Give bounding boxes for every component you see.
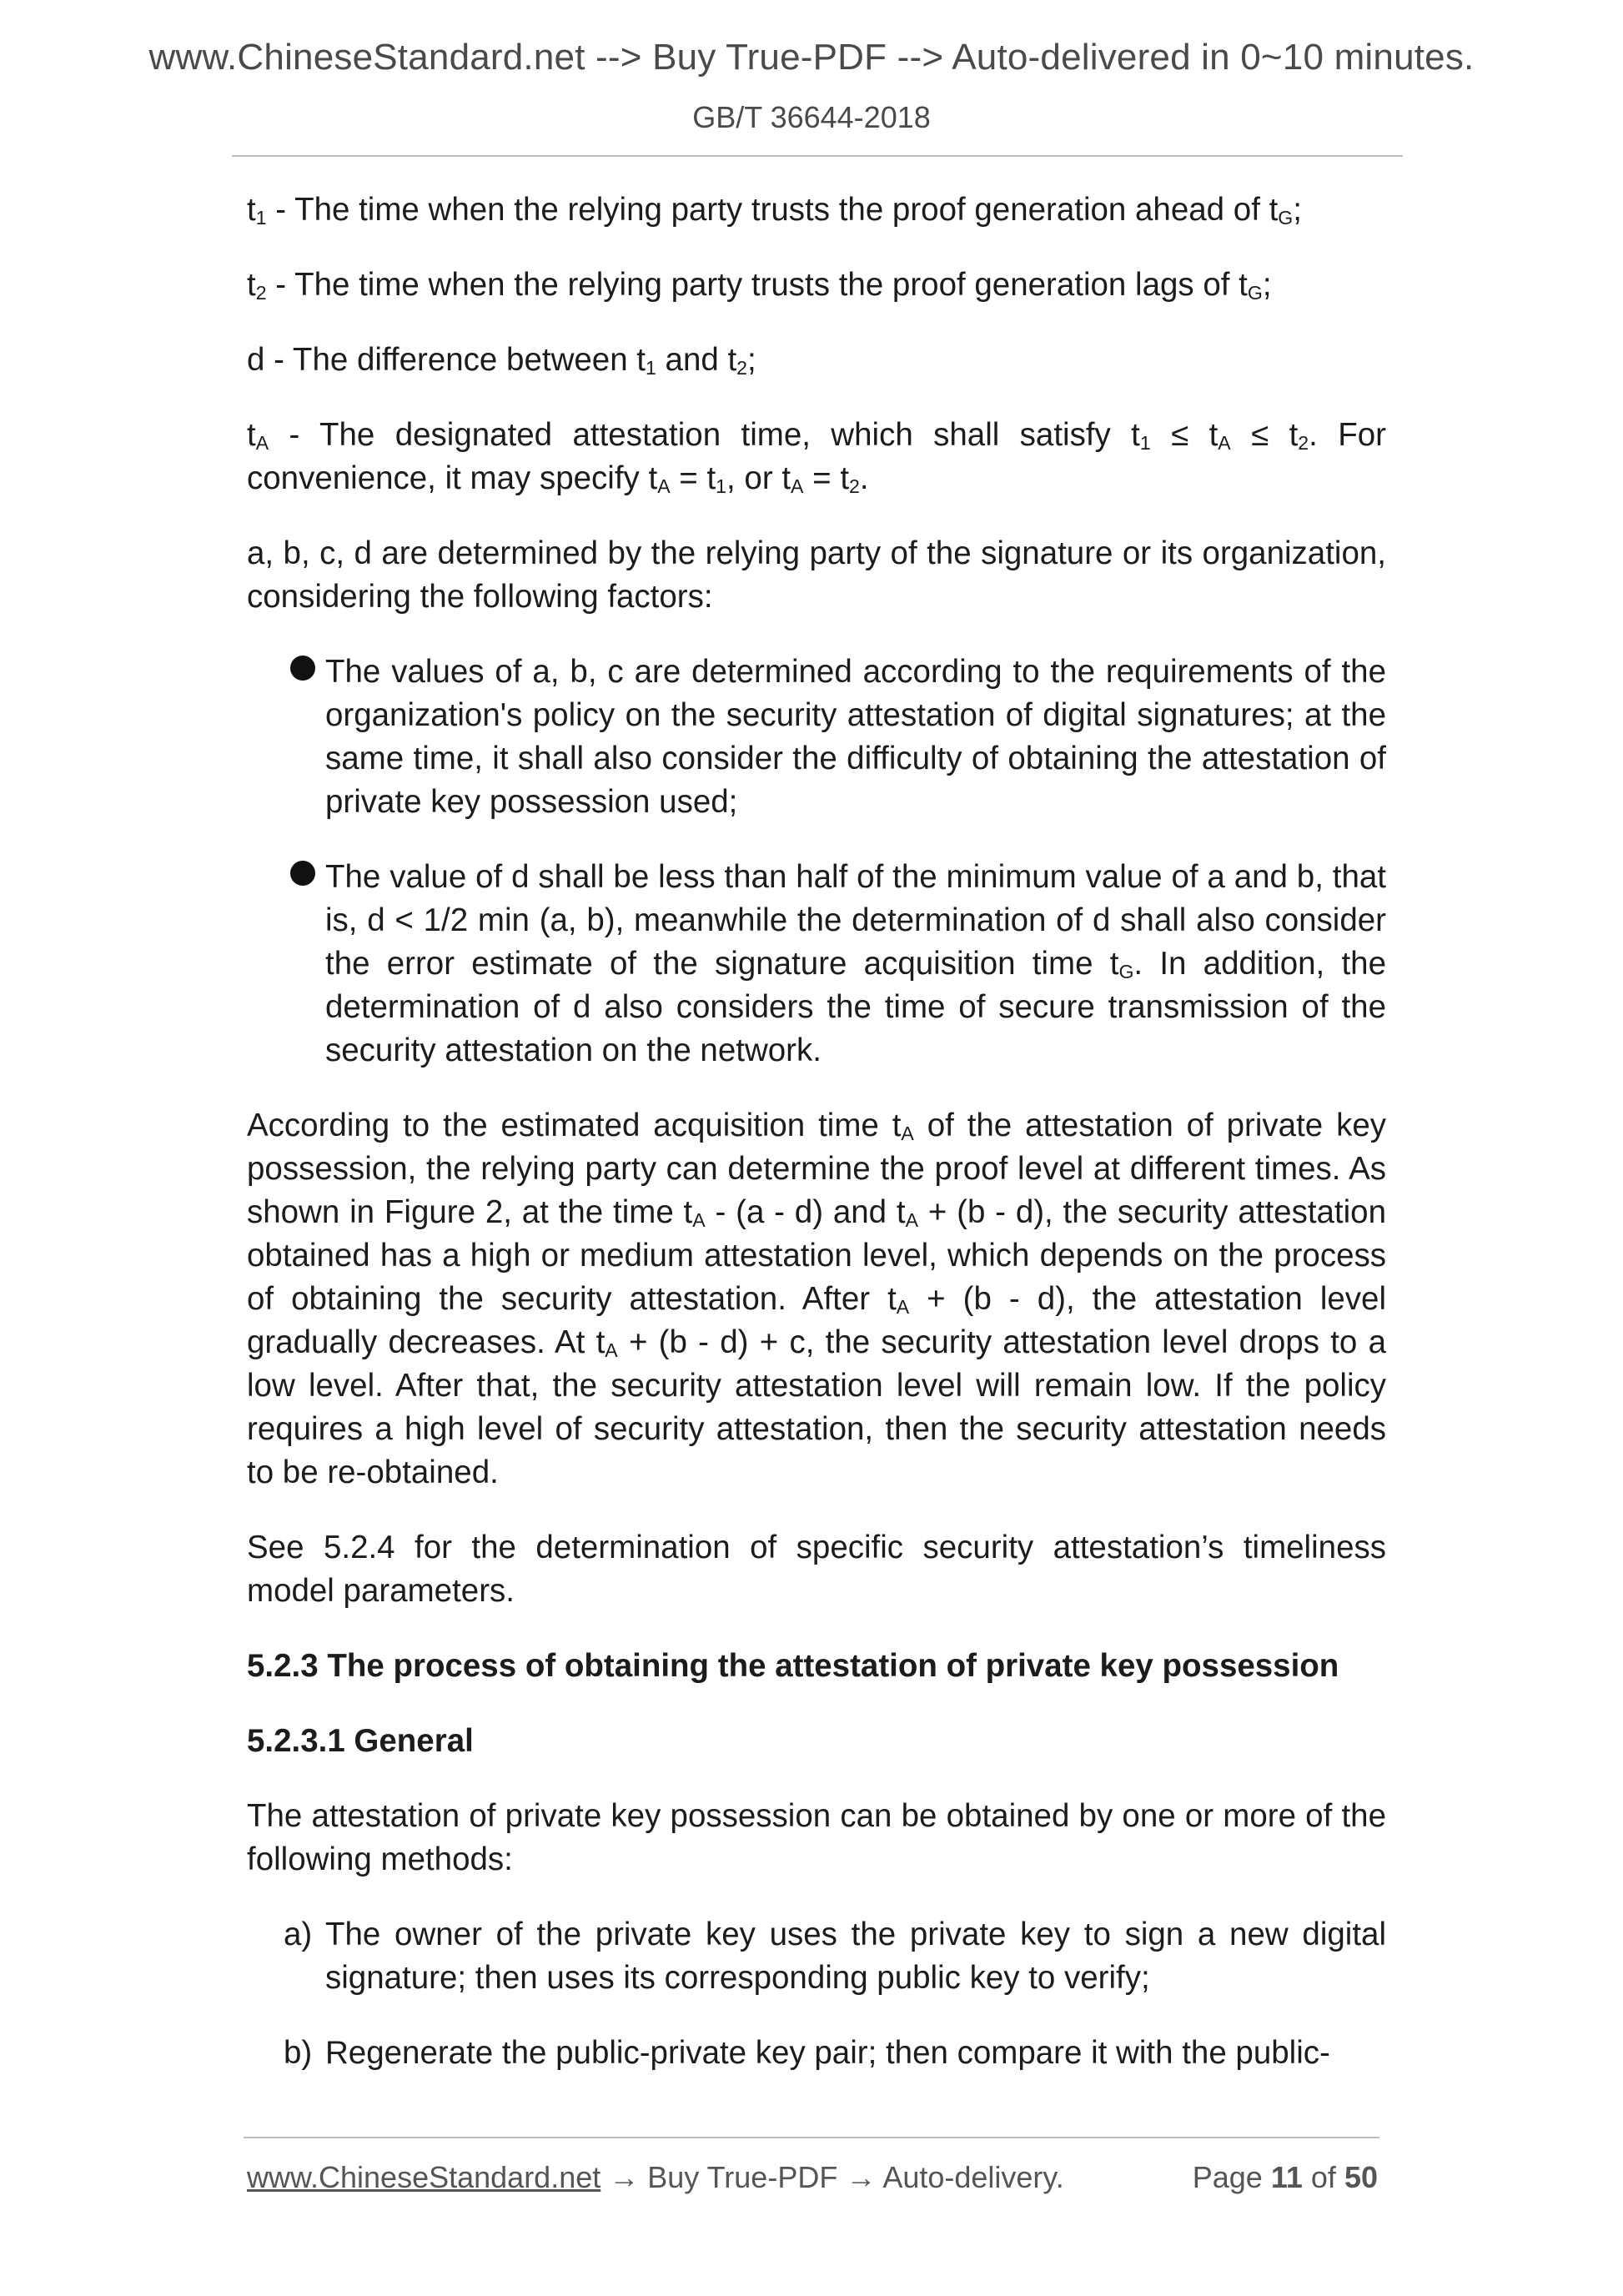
factors-paragraph: a, b, c, d are determined by the relying party of the signature or its organization, considering the following factors:: [247, 535, 1386, 615]
footer-link[interactable]: www.ChineseStandard.net: [247, 2160, 601, 2194]
bullet-item: [247, 856, 1386, 1073]
footer-divider: [244, 2137, 1379, 2138]
page-footer: [247, 2160, 1378, 2202]
footer-promo-text: → Buy True-PDF → Auto-delivery.: [600, 2160, 1064, 2194]
standard-code: GB/T 36644-2018: [692, 100, 931, 134]
definition-t1: $t_1$ - The time when the relying party trusts the proof generation ahead of $t_G$;: [247, 192, 1302, 229]
bullet-dot-icon: [290, 656, 315, 681]
definition-d: d - The difference between $t_1$ and $t_2$;: [247, 342, 756, 379]
definition-tA: $t_A$ - The designated attestation time, which shall satisfy $t_1 \le t_A \le t_2$. For convenience, it may specify $t_A = t_1$, or $t_A = t_2$.: [247, 417, 1386, 498]
list-item: [247, 1913, 1386, 2000]
methods-paragraph: The attestation of private key possession can be obtained by one or more of the following methods:: [247, 1798, 1386, 1877]
list-item-text: The owner of the private key uses the private key to sign a new digital signature; then uses its corresponding public key to verify;: [325, 1917, 1386, 1996]
bullet-dot-icon: [290, 861, 315, 886]
list-item-text: Regenerate the public-private key pair; then compare it with the public-: [325, 2035, 1330, 2071]
section-heading-5-2-3: 5.2.3 The process of obtaining the attestation of private key possession: [247, 1648, 1339, 1684]
list-item: [247, 2032, 1386, 2075]
attestation-level-paragraph: According to the estimated acquisition time $t_A$ of the attestation of private key possession, the relying party can determine the proof level at different times. As shown in Figure 2, at the time $t_A - (a - d)$ and $t_A + (b - d)$, the security attestation obtained has a high or medium attestation level, which depends on the process of obtaining the security attestation. After $t_A + (b - d)$, the attestation level gradually decreases. At $t_A + (b - d) + c$, the security attestation level drops to a low level. After that, the security attestation level will remain low. If the policy requires a high level of security attestation, then the security attestation needs to be re-obtained.: [247, 1108, 1387, 1490]
see-reference-paragraph: See 5.2.4 for the determination of specific security attestation’s timeliness model parameters.: [247, 1530, 1386, 1609]
document-body: [247, 188, 1386, 2107]
list-marker: a): [284, 1917, 313, 1952]
top-banner: www.ChineseStandard.net --> Buy True-PDF --> Auto-delivered in 0~10 minutes.: [148, 37, 1475, 78]
footer-promo: [247, 2160, 1064, 2195]
header-divider: [232, 155, 1403, 157]
page-number: Page 11 of 50: [1192, 2160, 1378, 2194]
bullet-item: [247, 651, 1386, 824]
list-marker: b): [284, 2035, 313, 2071]
bullet-text: The value of d shall be less than half of the minimum value of a and b, that is, d < 1/2 min (a, b), meanwhile the determination of d shall also consider the error estimate of the signature acquisition time $t_G$. In addition, the determination of d also considers the time of secure transmission of the security attestation on the network.: [325, 859, 1386, 1068]
section-heading-5-2-3-1: 5.2.3.1 General: [247, 1723, 474, 1759]
bullet-text: The values of a, b, c are determined according to the requirements of the organization's policy on the security attestation of digital signatures; at the same time, it shall also consider the difficulty of obtaining the attestation of private key possession used;: [325, 654, 1386, 820]
definition-t2: $t_2$ - The time when the relying party trusts the proof generation lags of $t_G$;: [247, 267, 1272, 304]
